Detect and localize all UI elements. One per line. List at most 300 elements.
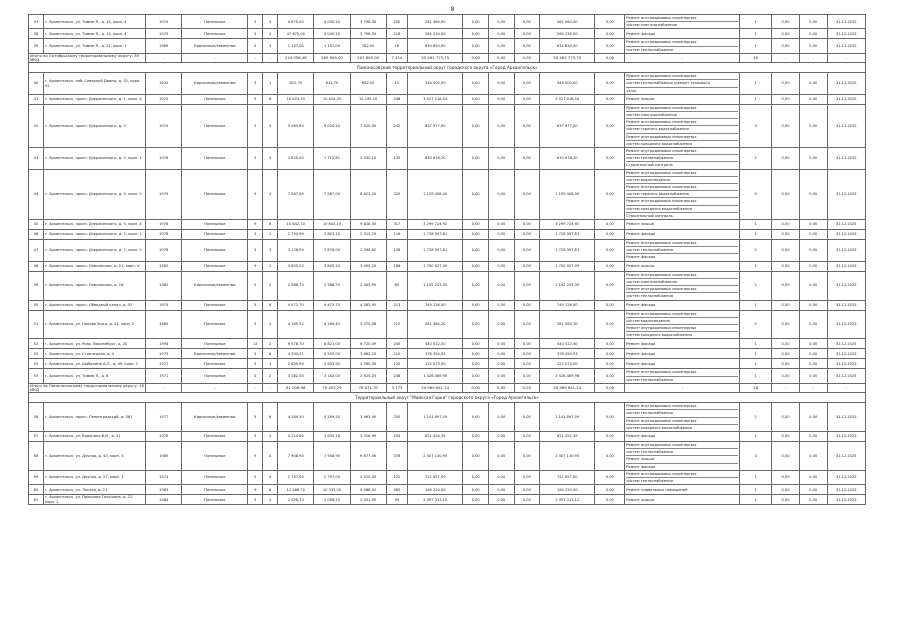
cell-a1: 4 670,00 [278, 15, 314, 29]
cell-a3: 7 320,00 [350, 104, 386, 147]
work-type: Ремонт фасада [626, 341, 656, 346]
cell-en: 3 [263, 240, 278, 262]
cell-en: 1 [263, 73, 278, 95]
work-type: Ремонт внутридомовых инженерных [626, 404, 697, 409]
cell-z1: 0,00 [463, 240, 489, 262]
cell-a2: 4 040,10 [314, 29, 350, 39]
cell-cost: 721 657,00 [408, 470, 463, 484]
cell-cost: 821 424,39 [408, 431, 463, 441]
cell-z4: 0,00 [595, 485, 625, 495]
works-cell [625, 300, 740, 310]
cell-n: 47 [29, 240, 44, 262]
cell-z4: 0,00 [595, 29, 625, 39]
cell-a1: 10 842,10 [278, 220, 314, 230]
cell-en: 4 [263, 29, 278, 39]
work-type: Ремонт фасада [626, 361, 656, 366]
works-cell [625, 240, 740, 262]
cell-z2: 0,00 [488, 369, 514, 383]
work-type: Ремонт фасада [626, 463, 738, 470]
cell-mat: Кирпичные/каменные [182, 73, 248, 95]
work-type: Ремонт внутридомовых инженерных [626, 272, 697, 277]
work-type: систем теплоснабжения (ремонт теплового [626, 79, 738, 86]
cell-addr: г. Архангельск, просп. Дзержинского, д. 5, корп. 2 [43, 169, 145, 219]
cell-en: 2 [263, 369, 278, 383]
cell-date: 31.12.2025 [827, 169, 865, 219]
cell-date: 31.12.2025 [827, 300, 865, 310]
cell-n: 60 [29, 485, 44, 495]
cell-a2: 4 472,70 [314, 300, 350, 310]
cell-n: 57 [29, 431, 44, 441]
table-row [29, 441, 866, 470]
cell-res: 212 [386, 310, 407, 339]
cell-fl: 5 [248, 359, 263, 369]
cell-a1: 4 394,51 [278, 349, 314, 359]
cell-mat: Панельные [182, 369, 248, 383]
cell-n: 54 [29, 359, 44, 369]
works-cell [625, 169, 740, 219]
cell-cost: 440 022,00 [408, 339, 463, 349]
cell-mat: Панельные [182, 470, 248, 484]
cell-res: 135 [386, 148, 407, 170]
cell-z4: 0,00 [595, 349, 625, 359]
cell-cost: 3 027 018,54 [408, 94, 463, 104]
cell-n: 38 [29, 29, 44, 39]
work-type: Ремонт внутридомовых инженерных [626, 417, 738, 424]
cell-sum: 1 700 927,09 [540, 261, 595, 271]
cell-sum: 721 657,00 [540, 470, 595, 484]
cell-cost: 194 220,00 [408, 485, 463, 495]
cell-z4: 0,00 [595, 261, 625, 271]
cell-z1: 0,00 [463, 94, 489, 104]
cell-k: 3 [740, 441, 772, 470]
cell-z5: 0,00 [772, 148, 800, 170]
cell-k: 1 [740, 485, 772, 495]
cell-date: 31.12.2025 [827, 349, 865, 359]
cell-cost: 281 584,20 [408, 310, 463, 339]
cell-z1: 0,00 [463, 39, 489, 53]
cell-sum: 3 299 724,92 [540, 220, 595, 230]
cell-date: 31.12.2025 [827, 240, 865, 262]
work-type: Ремонт фасада [626, 351, 656, 356]
cell-z4: 0,00 [595, 73, 625, 95]
cell-z6: 0,00 [799, 230, 827, 240]
cell-en: 4 [263, 104, 278, 147]
cell-addr: г. Архангельск, ул. Поповa Ушко, д. 23, корп. 2 [43, 310, 145, 339]
work-type: Ремонт фасада [626, 434, 656, 439]
cell-n: 39 [29, 39, 44, 53]
cell-en: 2 [263, 271, 278, 300]
cell-year: 1932 [146, 73, 182, 95]
cell-z1: 0,00 [463, 261, 489, 271]
cell-a1: 7 908,90 [278, 441, 314, 470]
cell-sum: 378 454,93 [540, 349, 595, 359]
cell-z2: 0,00 [488, 441, 514, 470]
table-row [29, 359, 866, 369]
cell-addr: г. Архангельск, просп. Ленинградский, д. 361 [43, 403, 145, 432]
cell-a3: 2 396,82 [350, 240, 386, 262]
cell-date: 31.12.2025 [827, 29, 865, 39]
cell-z5: 0,00 [772, 369, 800, 383]
table-row [29, 495, 866, 505]
cell-res: 242 [386, 104, 407, 147]
cell-a2: 3 162,00 [314, 369, 350, 383]
cell-z2: 0,00 [488, 15, 514, 29]
cell-z5: 0,00 [772, 169, 800, 219]
cell-z2: 0,00 [488, 485, 514, 495]
work-type: систем электроснабжения [626, 278, 738, 285]
table-row [29, 104, 866, 147]
cell-fl: 12 [248, 339, 263, 349]
cell-a1: 4 472,70 [278, 300, 314, 310]
cell-res: 85 [386, 271, 407, 300]
cell-z2: 0,00 [488, 230, 514, 240]
cell-date: 31.12.2025 [827, 403, 865, 432]
cell-a2: 4 189,50 [314, 403, 350, 432]
cell-n: 41 [29, 94, 44, 104]
cell-a2: 2 635,90 [314, 359, 350, 369]
work-type: систем теплоснабжения [626, 448, 738, 455]
table-row [29, 470, 866, 484]
cell-mat: Панельные [182, 15, 248, 29]
cell-year: 1984 [146, 495, 182, 505]
cell-mat: Панельные [182, 169, 248, 219]
cell-z1: 0,00 [463, 104, 489, 147]
cell-n: 53 [29, 349, 44, 359]
cell-z4: 0,00 [595, 441, 625, 470]
cell-a3: 2 330,10 [350, 148, 386, 170]
cell-a2: 4 450,00 [314, 349, 350, 359]
cell-fl: 9 [248, 485, 263, 495]
cell-z6: 0,00 [799, 15, 827, 29]
work-type: Ремонт крыши [626, 97, 655, 102]
cell-addr: г. Архангельск, просп. Ломоносова, д. 21, корп. 4 [43, 261, 145, 271]
cell-k: 2 [740, 310, 772, 339]
work-type: систем теплоснабжения [626, 46, 738, 53]
cell-z1: 0,00 [463, 441, 489, 470]
cell-a2: 2 586,70 [314, 271, 350, 300]
cell-res: 250 [386, 403, 407, 432]
cell-year: 1970 [146, 94, 182, 104]
work-type: Ремонт внутридомовых инженерных [626, 183, 738, 190]
cell-k: 1 [740, 261, 772, 271]
cell-sum: 1 426 469,96 [540, 369, 595, 383]
cell-year: 1977 [146, 359, 182, 369]
cell-z3: 0,00 [514, 359, 540, 369]
cell-en: 2 [263, 230, 278, 240]
cell-z5: 0,00 [772, 403, 800, 432]
cell-z3: 0,00 [514, 220, 540, 230]
cell-date: 31.12.2025 [827, 271, 865, 300]
cell-en: 6 [263, 220, 278, 230]
cell-z1: 0,00 [463, 29, 489, 39]
cell-n: 45 [29, 220, 44, 230]
cell-a2: 812,70 [314, 73, 350, 95]
cell-fl: 5 [248, 104, 263, 147]
cell-addr: г. Архангельск, ул. Розы Люксембург, д. 20 [43, 339, 145, 349]
cell-sum: 3 027 018,54 [540, 94, 595, 104]
cell-z4: 0,00 [595, 39, 625, 53]
cell-cost: 637 977,00 [408, 104, 463, 147]
cell-z3: 0,00 [514, 485, 540, 495]
work-type: систем электроснабжения [626, 21, 738, 28]
cell-n: 49 [29, 271, 44, 300]
section-header-mayskaya-gorka: Территориальный округ "Майская Горка" городского округа «Город Архангельск» [29, 393, 866, 403]
cell-en: 2 [263, 339, 278, 349]
cell-a2: 7 908,90 [314, 441, 350, 470]
cell-sum: 2 397 313,12 [540, 495, 595, 505]
cell-z2: 0,00 [488, 339, 514, 349]
cell-addr: г. Архангельск, ул. Дачная, д. 40, корп. 3 [43, 441, 145, 470]
cell-z4: 0,00 [595, 220, 625, 230]
cell-en: 4 [263, 441, 278, 470]
cell-sum: 1 192 253,35 [540, 271, 595, 300]
cell-n: 61 [29, 495, 44, 505]
total-label: Итого по Ломоносовскому территориальному округу: 16 МКД [30, 383, 144, 392]
cell-a1: 12 286,70 [278, 485, 314, 495]
cell-sum: 749 126,00 [540, 300, 595, 310]
work-type: Ремонт внутридомовых инженерных [626, 471, 697, 476]
cell-z5: 0,00 [772, 94, 800, 104]
cell-a2: 2 797,00 [314, 470, 350, 484]
cell-z5: 0,00 [772, 240, 800, 262]
cell-z6: 0,00 [799, 300, 827, 310]
cell-z3: 0,00 [514, 310, 540, 339]
cell-z4: 0,00 [595, 495, 625, 505]
table-row [29, 403, 866, 432]
cell-date: 31.12.2025 [827, 470, 865, 484]
cell-en: 6 [263, 485, 278, 495]
work-type: Ремонт внутридомовых инженерных [626, 324, 738, 331]
work-type: систем теплоснабжения [626, 376, 738, 383]
cell-k: 1 [740, 39, 772, 53]
cell-sum: 821 424,39 [540, 431, 595, 441]
work-type: Ремонт внутридомовых инженерных [626, 149, 697, 154]
cell-z3: 0,00 [514, 441, 540, 470]
cell-year: 1974 [146, 470, 182, 484]
cell-year: 1982 [146, 261, 182, 271]
cell-addr: г. Архангельск, ул. Дачная, д. 57, корп. 1 [43, 470, 145, 484]
cell-a1: 2 058,70 [278, 495, 314, 505]
works-cell [625, 339, 740, 349]
cell-en: 4 [263, 15, 278, 29]
cell-res: 128 [386, 240, 407, 262]
cell-a1: 2 635,90 [278, 359, 314, 369]
cell-cost: 749 126,00 [408, 300, 463, 310]
cell-a1: 3 162,00 [278, 369, 314, 383]
works-cell [625, 310, 740, 339]
work-type: систем холодного водоснабжения [626, 205, 738, 212]
cell-n: 59 [29, 470, 44, 484]
cell-sum: 194 220,00 [540, 485, 595, 495]
cell-k: 1 [740, 470, 772, 484]
cell-k: 2 [740, 271, 772, 300]
cell-a1: 7 587,00 [278, 169, 314, 219]
work-type: Ремонт внутридомовых инженерных [626, 16, 697, 20]
cell-addr: г. Архангельск, просп. Дзержинского, д. 3, корп. 1 [43, 148, 145, 170]
works-cell [625, 349, 740, 359]
cell-z2: 0,00 [488, 94, 514, 104]
cell-a3: 3 095,20 [350, 261, 386, 271]
cell-z4: 0,00 [595, 230, 625, 240]
work-type: систем теплоснабжения [626, 246, 738, 253]
cell-z3: 0,00 [514, 240, 540, 262]
cell-res: 204 [386, 431, 407, 441]
table-row [29, 349, 866, 359]
cell-fl: 9 [248, 441, 263, 470]
cell-k: 1 [740, 359, 772, 369]
cell-z3: 0,00 [514, 349, 540, 359]
cell-k: 2 [740, 403, 772, 432]
work-type: Ремонт внутридомовых инженерных [626, 442, 697, 447]
cell-res: 248 [386, 94, 407, 104]
cell-z6: 0,00 [799, 485, 827, 495]
cell-z6: 0,00 [799, 349, 827, 359]
cell-year: 1975 [146, 349, 182, 359]
cell-a3: 2 031,95 [350, 495, 386, 505]
cell-n: 56 [29, 403, 44, 432]
cell-addr: г. Архангельск, просп. Ломоносова, д. 18 [43, 271, 145, 300]
cell-a2: 10 424,20 [314, 94, 350, 104]
cell-k: 3 [740, 104, 772, 147]
work-type: систем водоотведения [626, 317, 738, 324]
table-row [29, 261, 866, 271]
table-row [29, 148, 866, 170]
cell-a3: 602,00 [350, 73, 386, 95]
cell-en: 4 [263, 169, 278, 219]
cell-z4: 0,00 [595, 271, 625, 300]
work-type: Ремонт фасада [626, 253, 738, 260]
cell-a3: 9 088,42 [350, 485, 386, 495]
cell-z6: 0,00 [799, 271, 827, 300]
cell-en: 3 [263, 359, 278, 369]
cell-cost: 2 397 313,12 [408, 495, 463, 505]
cell-z2: 0,00 [488, 73, 514, 95]
cell-cost: 2 407 130,95 [408, 441, 463, 470]
cell-sum: 281 584,20 [540, 310, 595, 339]
work-type: Ремонт внутридомовых инженерных [626, 74, 697, 79]
total-row-lomonosovsky: Итого по Ломоносовскому территориальному округу: 16 МКД - - - - 81 008,98 79 403,29 76 871,70 3 773 20 969 641,24 0,00 0,00 0,00 20 969 641,24 0,00 - 26 - - - [29, 383, 866, 392]
cell-res: 218 [386, 29, 407, 39]
cell-k: 1 [740, 94, 772, 104]
cell-z6: 0,00 [799, 470, 827, 484]
cell-a2: 10 335,00 [314, 485, 350, 495]
cell-z1: 0,00 [463, 485, 489, 495]
page-number: 8 [450, 6, 455, 13]
cell-z6: 0,00 [799, 261, 827, 271]
cell-date: 31.12.2025 [827, 220, 865, 230]
cell-a2: 7 587,00 [314, 169, 350, 219]
cell-res: 200 [386, 15, 407, 29]
cell-n: 51 [29, 310, 44, 339]
cell-z1: 0,00 [463, 431, 489, 441]
cell-z2: 0,00 [488, 220, 514, 230]
cell-mat: Панельные [182, 431, 248, 441]
cell-cost: 122 073,00 [408, 359, 463, 369]
cell-addr: г. Архангельск, просп. Дзержинского, д. 3 [43, 104, 145, 147]
table-row [29, 271, 866, 300]
cell-z1: 0,00 [463, 495, 489, 505]
cell-k: 1 [740, 230, 772, 240]
cell-addr: г. Архангельск, ул. Стрелецкая, д. 4 [43, 349, 145, 359]
cell-z2: 0,00 [488, 104, 514, 147]
cell-n: 46 [29, 230, 44, 240]
cell-a3: 10 195,20 [350, 94, 386, 104]
cell-z4: 0,00 [595, 359, 625, 369]
cell-z6: 0,00 [799, 39, 827, 53]
cell-a1: 3 126,99 [278, 240, 314, 262]
cell-z3: 0,00 [514, 15, 540, 29]
cell-en: 2 [263, 261, 278, 271]
cell-a3: 2 525,25 [350, 369, 386, 383]
works-cell [625, 495, 740, 505]
work-type: Ремонт фасада [626, 31, 656, 36]
cell-z6: 0,00 [799, 431, 827, 441]
cell-k: 1 [740, 369, 772, 383]
works-cell [625, 73, 740, 95]
cell-z1: 0,00 [463, 300, 489, 310]
cell-a1: 3 620,00 [278, 148, 314, 170]
works-cell [625, 104, 740, 147]
cell-a3: 6 823,20 [350, 169, 386, 219]
cell-k: 1 [740, 220, 772, 230]
cell-a3: 2 510,45 [350, 470, 386, 484]
total-label: Итого по Октябрьскому территориальному округу: 39 МКД [29, 53, 146, 62]
cell-mat: Кирпичные/каменные [182, 39, 248, 53]
work-type: узла) [626, 87, 738, 94]
cell-cost: 261 564,00 [408, 15, 463, 29]
cell-fl: 5 [248, 431, 263, 441]
cell-mat: Панельные [182, 310, 248, 339]
cell-z1: 0,00 [463, 369, 489, 383]
cell-a3: 3 862,25 [350, 349, 386, 359]
cell-z5: 0,00 [772, 431, 800, 441]
cell-date: 31.12.2025 [827, 369, 865, 383]
cell-res: 18 [386, 39, 407, 53]
cell-z4: 0,00 [595, 310, 625, 339]
cell-a1: 5 063,60 [278, 104, 314, 147]
cell-z5: 0,00 [772, 339, 800, 349]
cell-year: 1977 [146, 403, 182, 432]
cell-z5: 0,00 [772, 15, 800, 29]
works-cell [625, 220, 740, 230]
cell-res: 116 [386, 230, 407, 240]
cell-fl: 5 [248, 271, 263, 300]
cell-year: 1965 [146, 310, 182, 339]
cell-cost: 1 141 897,09 [408, 403, 463, 432]
cell-fl: 5 [248, 349, 263, 359]
cell-year: 1989 [146, 39, 182, 53]
cell-z1: 0,00 [463, 359, 489, 369]
cell-n: 44 [29, 169, 44, 219]
cell-cost: 1 159 408,00 [408, 169, 463, 219]
cell-mat: Панельные [182, 29, 248, 39]
work-type: Ремонт внутридомовых инженерных [626, 285, 738, 292]
cell-k: 1 [740, 29, 772, 39]
cell-n: 50 [29, 300, 44, 310]
cell-z6: 0,00 [799, 73, 827, 95]
work-type: Строительный контроль [626, 212, 738, 219]
cell-res: 120 [386, 359, 407, 369]
work-type: Ремонт внутридомовых инженерных [626, 170, 697, 175]
cell-sum: 833 678,20 [540, 148, 595, 170]
cell-year: 1994 [146, 339, 182, 349]
works-cell [625, 470, 740, 484]
cell-z5: 0,00 [772, 485, 800, 495]
table-row [29, 29, 866, 39]
cell-n: 37 [29, 15, 44, 29]
table-row [29, 73, 866, 95]
cell-z4: 0,00 [595, 104, 625, 147]
